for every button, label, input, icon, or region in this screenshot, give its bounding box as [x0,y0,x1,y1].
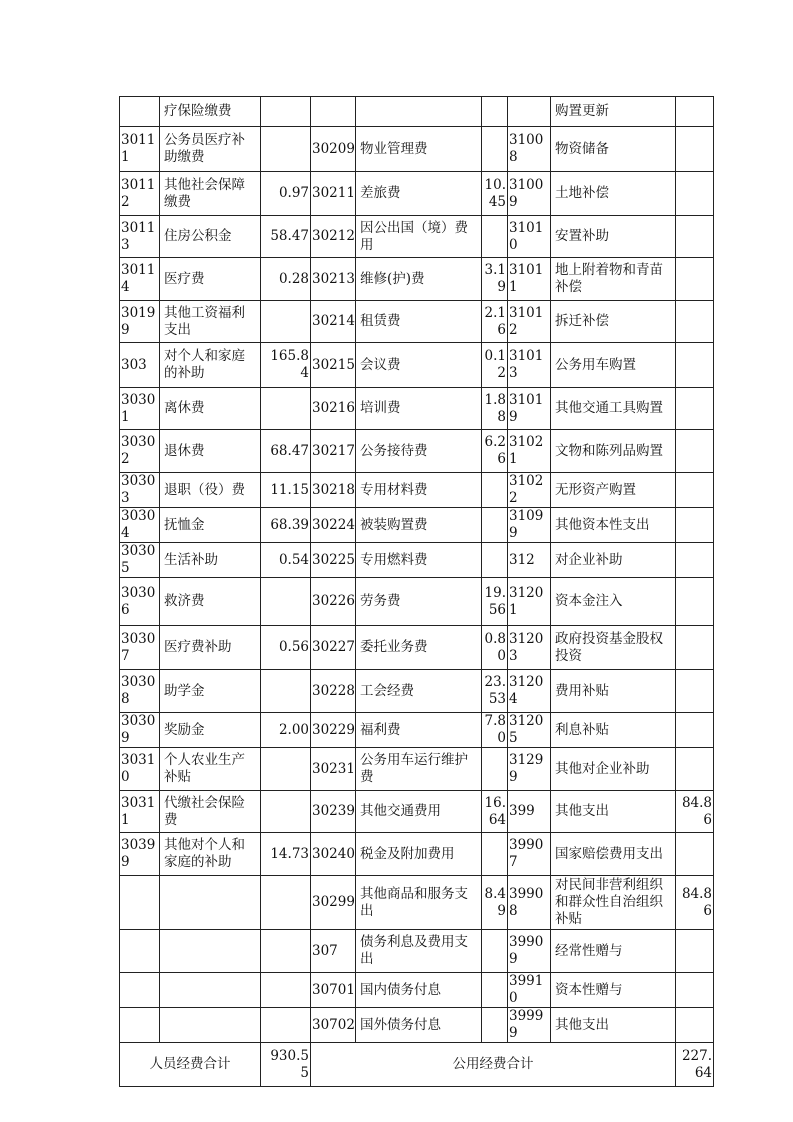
expenditure-table [119,96,714,1087]
personnel-item-cell: 救济费 [160,578,261,626]
public-code-cell: 30226 [311,578,356,626]
personnel-amount-cell [261,876,311,930]
table-row [120,216,714,258]
personnel-code-cell [120,876,160,930]
public-item-cell: 其他商品和服务支出 [356,876,482,930]
public-code-cell: 30239 [311,791,356,833]
public-amount-cell [482,543,508,578]
public-amount-cell: 1.88 [482,388,508,430]
personnel-item-cell: 医疗费补助 [160,626,261,670]
personnel-item-cell: 抚恤金 [160,508,261,543]
personnel-amount-cell: 0.56 [261,626,311,670]
public-amount-cell: 0.80 [482,626,508,670]
capital-amount-cell [676,301,714,343]
public-item-cell: 专用燃料费 [356,543,482,578]
public-amount-cell: 10.45 [482,172,508,216]
capital-code-cell: 31010 [508,216,551,258]
public-amount-cell: 3.19 [482,258,508,301]
public-code-cell: 30209 [311,127,356,172]
public-code-cell: 307 [311,930,356,973]
public-amount-cell: 19.56 [482,578,508,626]
personnel-item-cell: 医疗费 [160,258,261,301]
capital-code-cell: 31012 [508,301,551,343]
public-code-cell: 30215 [311,343,356,388]
personnel-code-cell: 30199 [120,301,160,343]
public-code-cell: 30231 [311,748,356,791]
capital-code-cell: 312 [508,543,551,578]
personnel-code-cell: 30307 [120,626,160,670]
capital-item-cell: 其他交通工具购置 [551,388,676,430]
capital-code-cell: 31011 [508,258,551,301]
public-item-cell: 会议费 [356,343,482,388]
public-item-cell: 专用材料费 [356,473,482,508]
public-total-value: 227.64 [676,1043,714,1087]
capital-amount-cell [676,713,714,748]
public-item-cell: 税金及附加费用 [356,833,482,876]
capital-item-cell: 购置更新 [551,97,676,127]
capital-amount-cell [676,343,714,388]
capital-code-cell: 31013 [508,343,551,388]
personnel-item-cell [160,930,261,973]
personnel-amount-cell [261,127,311,172]
public-item-cell: 劳务费 [356,578,482,626]
personnel-item-cell: 离休费 [160,388,261,430]
personnel-code-cell: 30399 [120,833,160,876]
capital-item-cell: 对民间非营利组织和群众性自治组织补贴 [551,876,676,930]
capital-amount-cell [676,127,714,172]
capital-item-cell: 政府投资基金股权投资 [551,626,676,670]
personnel-code-cell [120,973,160,1008]
capital-amount-cell [676,216,714,258]
public-item-cell: 其他交通费用 [356,791,482,833]
public-item-cell: 委托业务费 [356,626,482,670]
capital-item-cell: 利息补贴 [551,713,676,748]
table-row [120,578,714,626]
public-amount-cell: 8.49 [482,876,508,930]
personnel-code-cell [120,930,160,973]
capital-amount-cell [676,473,714,508]
public-item-cell: 差旅费 [356,172,482,216]
public-amount-cell [482,833,508,876]
public-item-cell: 国内债务付息 [356,973,482,1008]
capital-code-cell: 31022 [508,473,551,508]
capital-amount-cell: 84.86 [676,876,714,930]
personnel-item-cell: 对个人和家庭的补助 [160,343,261,388]
capital-code-cell: 39999 [508,1008,551,1043]
personnel-item-cell: 个人农业生产补贴 [160,748,261,791]
public-code-cell: 30224 [311,508,356,543]
personnel-code-cell: 30301 [120,388,160,430]
public-amount-cell: 0.12 [482,343,508,388]
public-item-cell: 公务用车运行维护费 [356,748,482,791]
public-amount-cell [482,97,508,127]
personnel-code-cell: 30311 [120,791,160,833]
personnel-amount-cell: 58.47 [261,216,311,258]
capital-amount-cell [676,172,714,216]
public-amount-cell [482,973,508,1008]
personnel-amount-cell: 0.28 [261,258,311,301]
capital-item-cell: 资本性赠与 [551,973,676,1008]
personnel-item-cell: 疗保险缴费 [160,97,261,127]
capital-item-cell: 资本金注入 [551,578,676,626]
capital-amount-cell [676,97,714,127]
personnel-code-cell: 30306 [120,578,160,626]
capital-amount-cell [676,670,714,713]
table-row [120,973,714,1008]
capital-item-cell: 安置补助 [551,216,676,258]
capital-item-cell: 其他对企业补助 [551,748,676,791]
expenditure-table-page [119,96,713,1087]
table-row [120,833,714,876]
capital-code-cell: 31021 [508,430,551,473]
personnel-code-cell: 30303 [120,473,160,508]
personnel-code-cell: 30309 [120,713,160,748]
public-item-cell: 工会经费 [356,670,482,713]
public-code-cell: 30213 [311,258,356,301]
capital-amount-cell [676,578,714,626]
public-item-cell [356,97,482,127]
capital-amount-cell [676,930,714,973]
table-row [120,301,714,343]
public-code-cell: 30211 [311,172,356,216]
public-amount-cell: 6.26 [482,430,508,473]
personnel-item-cell: 退休费 [160,430,261,473]
public-amount-cell: 23.53 [482,670,508,713]
capital-item-cell: 文物和陈列品购置 [551,430,676,473]
personnel-code-cell: 30310 [120,748,160,791]
personnel-amount-cell [261,1008,311,1043]
public-code-cell: 30218 [311,473,356,508]
personnel-amount-cell [261,973,311,1008]
personnel-amount-cell: 165.84 [261,343,311,388]
capital-item-cell: 其他资本性支出 [551,508,676,543]
personnel-item-cell: 其他对个人和家庭的补助 [160,833,261,876]
table-row [120,930,714,973]
personnel-item-cell [160,973,261,1008]
public-item-cell: 培训费 [356,388,482,430]
personnel-item-cell: 奖励金 [160,713,261,748]
public-amount-cell [482,216,508,258]
totals-row [120,1043,714,1087]
capital-amount-cell [676,1008,714,1043]
personnel-amount-cell: 2.00 [261,713,311,748]
personnel-amount-cell [261,301,311,343]
personnel-item-cell: 代缴社会保险费 [160,791,261,833]
capital-code-cell: 31019 [508,388,551,430]
personnel-code-cell: 303 [120,343,160,388]
personnel-amount-cell [261,97,311,127]
public-amount-cell: 2.16 [482,301,508,343]
capital-code-cell: 31008 [508,127,551,172]
personnel-code-cell [120,97,160,127]
capital-code-cell: 39910 [508,973,551,1008]
table-row [120,1008,714,1043]
public-code-cell: 30212 [311,216,356,258]
personnel-total-label: 人员经费合计 [120,1043,261,1087]
capital-amount-cell [676,430,714,473]
capital-item-cell: 费用补贴 [551,670,676,713]
capital-code-cell: 39908 [508,876,551,930]
public-item-cell: 因公出国（境）费用 [356,216,482,258]
capital-item-cell: 土地补偿 [551,172,676,216]
personnel-total-value: 930.55 [261,1043,311,1087]
public-code-cell: 30225 [311,543,356,578]
personnel-amount-cell [261,748,311,791]
personnel-code-cell: 30112 [120,172,160,216]
public-item-cell: 债务利息及费用支出 [356,930,482,973]
capital-amount-cell [676,626,714,670]
personnel-item-cell: 助学金 [160,670,261,713]
public-item-cell: 福利费 [356,713,482,748]
personnel-amount-cell: 14.73 [261,833,311,876]
personnel-code-cell: 30114 [120,258,160,301]
table-row [120,430,714,473]
capital-amount-cell [676,973,714,1008]
table-row [120,172,714,216]
table-body [120,97,714,1043]
capital-amount-cell [676,748,714,791]
capital-item-cell: 地上附着物和青苗补偿 [551,258,676,301]
personnel-item-cell [160,876,261,930]
capital-code-cell: 31203 [508,626,551,670]
public-code-cell: 30227 [311,626,356,670]
capital-item-cell: 其他支出 [551,791,676,833]
capital-amount-cell [676,508,714,543]
public-code-cell [311,97,356,127]
capital-item-cell: 其他支出 [551,1008,676,1043]
table-row [120,388,714,430]
personnel-item-cell: 生活补助 [160,543,261,578]
public-amount-cell: 7.80 [482,713,508,748]
personnel-item-cell: 住房公积金 [160,216,261,258]
personnel-item-cell: 其他工资福利支出 [160,301,261,343]
capital-code-cell: 31205 [508,713,551,748]
public-amount-cell [482,508,508,543]
public-code-cell: 30299 [311,876,356,930]
capital-item-cell: 公务用车购置 [551,343,676,388]
table-row [120,543,714,578]
capital-code-cell: 31299 [508,748,551,791]
capital-code-cell: 399 [508,791,551,833]
personnel-amount-cell: 68.39 [261,508,311,543]
personnel-item-cell [160,1008,261,1043]
public-code-cell: 30216 [311,388,356,430]
personnel-code-cell: 30302 [120,430,160,473]
personnel-item-cell: 公务员医疗补助缴费 [160,127,261,172]
personnel-amount-cell: 0.97 [261,172,311,216]
public-amount-cell [482,473,508,508]
capital-amount-cell: 84.86 [676,791,714,833]
table-row [120,791,714,833]
capital-amount-cell [676,833,714,876]
personnel-code-cell: 30304 [120,508,160,543]
personnel-amount-cell [261,578,311,626]
public-total-label: 公用经费合计 [311,1043,676,1087]
personnel-amount-cell: 68.47 [261,430,311,473]
capital-item-cell: 经常性赠与 [551,930,676,973]
personnel-amount-cell [261,670,311,713]
capital-code-cell: 31201 [508,578,551,626]
capital-code-cell: 31099 [508,508,551,543]
capital-item-cell: 无形资产购置 [551,473,676,508]
personnel-code-cell: 30111 [120,127,160,172]
public-code-cell: 30229 [311,713,356,748]
public-code-cell: 30217 [311,430,356,473]
capital-code-cell: 39909 [508,930,551,973]
personnel-code-cell: 30305 [120,543,160,578]
public-item-cell: 租赁费 [356,301,482,343]
table-row [120,97,714,127]
personnel-amount-cell: 11.15 [261,473,311,508]
capital-code-cell: 31204 [508,670,551,713]
public-code-cell: 30228 [311,670,356,713]
public-code-cell: 30702 [311,1008,356,1043]
table-row [120,876,714,930]
public-amount-cell [482,127,508,172]
public-amount-cell [482,930,508,973]
public-amount-cell [482,1008,508,1043]
capital-code-cell: 39907 [508,833,551,876]
capital-item-cell: 拆迁补偿 [551,301,676,343]
public-item-cell: 国外债务付息 [356,1008,482,1043]
public-item-cell: 维修(护)费 [356,258,482,301]
table-row [120,670,714,713]
personnel-amount-cell [261,930,311,973]
public-item-cell: 公务接待费 [356,430,482,473]
table-row [120,473,714,508]
personnel-code-cell: 30308 [120,670,160,713]
personnel-amount-cell [261,791,311,833]
capital-amount-cell [676,543,714,578]
capital-amount-cell [676,258,714,301]
table-row [120,626,714,670]
table-row [120,343,714,388]
personnel-item-cell: 退职（役）费 [160,473,261,508]
capital-amount-cell [676,388,714,430]
table-row [120,508,714,543]
public-code-cell: 30701 [311,973,356,1008]
capital-code-cell [508,97,551,127]
public-amount-cell [482,748,508,791]
personnel-amount-cell: 0.54 [261,543,311,578]
public-code-cell: 30240 [311,833,356,876]
table-row [120,748,714,791]
personnel-code-cell [120,1008,160,1043]
capital-code-cell: 31009 [508,172,551,216]
capital-item-cell: 对企业补助 [551,543,676,578]
public-item-cell: 被装购置费 [356,508,482,543]
public-item-cell: 物业管理费 [356,127,482,172]
personnel-item-cell: 其他社会保障缴费 [160,172,261,216]
table-row [120,258,714,301]
public-code-cell: 30214 [311,301,356,343]
capital-item-cell: 国家赔偿费用支出 [551,833,676,876]
capital-item-cell: 物资储备 [551,127,676,172]
table-row [120,127,714,172]
table-row [120,713,714,748]
personnel-amount-cell [261,388,311,430]
personnel-code-cell: 30113 [120,216,160,258]
public-amount-cell: 16.64 [482,791,508,833]
